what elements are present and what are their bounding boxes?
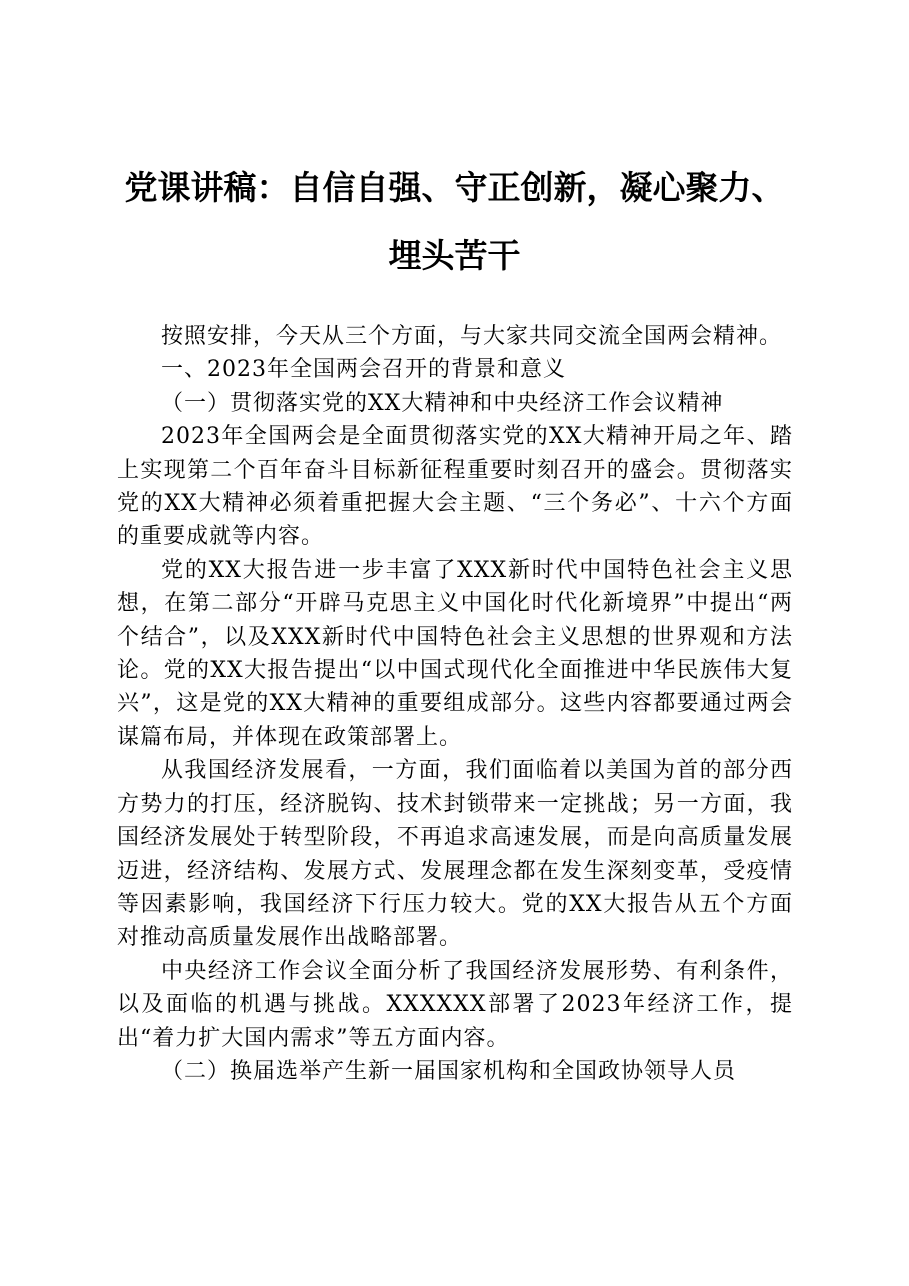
body-paragraph-3: 从我国经济发展看，一方面，我们面临着以美国为首的部分西方势力的打压，经济脱钩、技术封锁带来一定挑战；另一方面，我国经济发展处于转型阶段，不再追求高速发展，而是向高质量发展迈进，经济结构、发展方式、发展理念都在发生深刻变革，受疫情等因素影响，我国经济下行压力较大。党的XX大报告从五个方面对推动高质量发展作出战略部署。 [117, 758, 793, 951]
section-heading-1: 一、2023年全国两会召开的背景和意义 [161, 357, 566, 383]
body-paragraph-2: 党的XX大报告进一步丰富了XXX新时代中国特色社会主义思想，在第二部分“开辟马克思主义中国化时代化新境界”中提出“两个结合”，以及XXX新时代中国特色社会主义思想的世界观和方法论。党的XX大报告提出“以中国式现代化全面推进中华民族伟大复兴”，这是党的XX大精神的重要组成部分。这些内容都要通过两会谋篇布局，并体现在政策部署上。 [117, 557, 793, 750]
document-title-line-2: 埋头苦干 [388, 236, 521, 275]
intro-paragraph: 按照安排，今天从三个方面，与大家共同交流全国两会精神。 [161, 324, 783, 349]
subsection-heading-1: （一）贯彻落实党的XX大精神和中央经济工作会议精神 [161, 390, 724, 416]
document-title-line-1: 党课讲稿：自信自强、守正创新，凝心聚力、 [124, 168, 785, 207]
document-body [117, 320, 793, 1088]
body-paragraph-1: 2023年全国两会是全面贯彻落实党的XX大精神开局之年、踏上实现第二个百年奋斗目标新征程重要时刻召开的盛会。贯彻落实党的XX大精神必须着重把握大会主题、“三个务必”、十六个方面的重要成就等内容。 [117, 424, 793, 550]
subsection-heading-2: （二）换届选举产生新一届国家机构和全国政协领导人员 [161, 1058, 737, 1084]
body-paragraph-4: 中央经济工作会议全面分析了我国经济发展形势、有利条件，以及面临的机遇与挑战。XXXXXX部署了2023年经济工作，提出“着力扩大国内需求”等五方面内容。 [117, 958, 793, 1051]
